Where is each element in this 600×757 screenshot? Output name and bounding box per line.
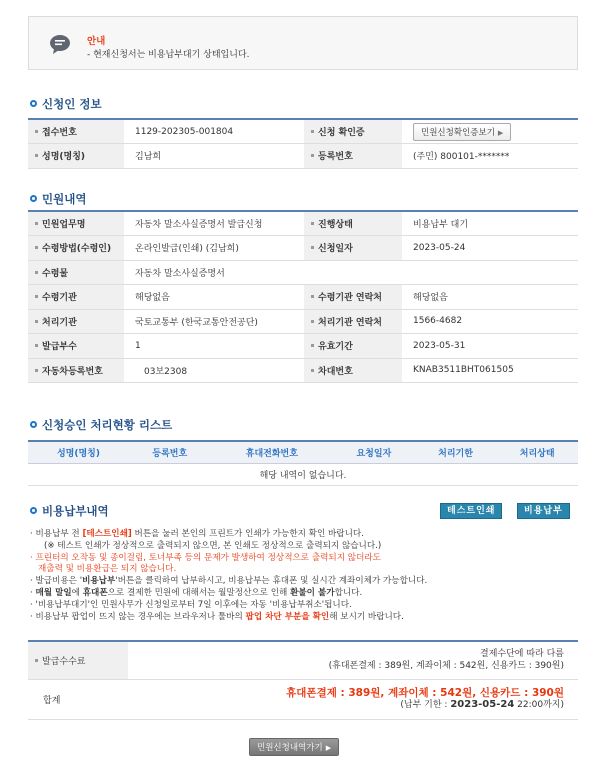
date-value: 2023-05-24	[402, 236, 578, 261]
recv-contact-value: 해당없음	[402, 285, 578, 310]
bullet-circle-icon	[30, 100, 37, 107]
confirm-label: 신청 확인증	[304, 119, 402, 144]
method-value: 온라인발급(인쇄) (김남희)	[124, 236, 304, 261]
total-value: 휴대폰결제 : 389원, 계좌이체 : 542원, 신용카드 : 390원 (납부 기한 : 2023-05-24 22:00까지)	[128, 679, 578, 719]
notice-title: 안내	[87, 36, 106, 47]
section-title-payment: 비용납부내역	[30, 503, 109, 519]
name-value: 김남희	[124, 144, 304, 169]
arrow-right-icon: ▶	[325, 744, 332, 752]
bullet-circle-icon	[30, 507, 37, 514]
arrow-right-icon: ▶	[497, 128, 504, 137]
speech-bubble-icon	[49, 34, 71, 54]
car-reg-value: 03보2308	[124, 358, 304, 383]
name-label: 성명(명칭)	[28, 144, 124, 169]
col-reg: 등록번호	[129, 441, 211, 463]
col-phone: 휴대전화번호	[211, 441, 333, 463]
fee-label: 발급수수료	[28, 641, 128, 679]
reg-label: 등록번호	[304, 144, 402, 169]
recv-org-label: 수령기관	[28, 285, 124, 310]
notice-box	[28, 16, 578, 70]
notice-text: - 현재신청서는 비용납부대기 상태입니다.	[87, 50, 250, 60]
bullet-circle-icon	[30, 195, 37, 202]
section-title-applicant: 신청인 정보	[30, 96, 102, 112]
status-value: 비용납부 대기	[402, 211, 578, 236]
receipt-no-label: 접수번호	[28, 119, 124, 144]
task-value: 자동차 말소사실증명서 발급신청	[124, 211, 304, 236]
task-label: 민원업무명	[28, 211, 124, 236]
fee-value: 결제수단에 따라 다름 (휴대폰결제 : 389원, 계좌이체 : 542원, 신용카드 : 390원)	[128, 641, 578, 679]
vin-label: 차대번호	[304, 358, 402, 383]
copies-value: 1	[124, 334, 304, 359]
date-label: 신청일자	[304, 236, 402, 261]
civil-history-button[interactable]: 민원신청내역가기 ▶	[249, 738, 339, 756]
proc-contact-value: 1566-4682	[402, 309, 578, 334]
test-print-button[interactable]: 테스트인쇄	[440, 503, 502, 519]
col-status: 처리상태	[496, 441, 578, 463]
item-value: 자동차 말소사실증명서	[124, 260, 578, 285]
section-title-approval: 신청승인 처리현황 리스트	[30, 417, 172, 433]
section-title-civil: 민원내역	[30, 191, 86, 207]
recv-contact-label: 수령기관 연락처	[304, 285, 402, 310]
payment-notes: · 비용납부 전 [테스트인쇄] 버튼을 눌러 본인의 프린트가 인쇄가 가능한지 확인 바랍니다. (※ 테스트 인쇄가 정상적으로 출력되지 않으면, 본 인쇄도 정상적으로 출력되지 않습니다.) · 프린터의 오작동 및 종이걸림, 토너부족 등의 문제가 발생하여 정상적으로 출력되지 않더라도 재출력 및 비용환급은 되지 않습니다. · 발급비용은 '비용납부'버튼을 클릭하여 납부하시고, 비용납부는 휴대폰 및 실시간 계좌이체가 가능합니다. · 매월 말일에 휴대폰으로 결제한 민원에 대해서는 월말정산으로 인해 환불이 불가합니다. · '비용납부대기'인 민원사무가 신청일로부터 7일 이후에는 자동 '비용납부취소'됩니다. · 비용납부 팝업이 뜨지 않는 경우에는 브라우저나 툴바의 팝업 차단 부분을 확인해 보시기 바랍니다.	[30, 529, 428, 622]
valid-label: 유효기간	[304, 334, 402, 359]
empty-row: 해당 내역이 없습니다.	[28, 463, 578, 485]
bullet-circle-icon	[30, 421, 37, 428]
copies-label: 발급부수	[28, 334, 124, 359]
status-label: 진행상태	[304, 211, 402, 236]
receipt-no-value: 1129-202305-001804	[124, 119, 304, 144]
car-reg-label: 자동차등록번호	[28, 358, 124, 383]
civil-table	[28, 210, 578, 383]
recv-org-value: 해당없음	[124, 285, 304, 310]
vin-value: KNAB3511BHT061505	[402, 358, 578, 383]
confirm-certificate-button[interactable]: 민원신청확인증보기 ▶	[413, 123, 511, 141]
proc-org-label: 처리기관	[28, 309, 124, 334]
col-name: 성명(명칭)	[28, 441, 129, 463]
applicant-table	[28, 118, 578, 169]
fee-table	[28, 640, 578, 720]
valid-value: 2023-05-31	[402, 334, 578, 359]
method-label: 수령방법(수령인)	[28, 236, 124, 261]
item-label: 수령물	[28, 260, 124, 285]
col-request-date: 요청일자	[333, 441, 415, 463]
proc-contact-label: 처리기관 연락처	[304, 309, 402, 334]
col-deadline: 처리기한	[415, 441, 497, 463]
reg-value: (주민) 800101-*******	[402, 144, 578, 169]
total-label: 합계	[28, 679, 128, 719]
approval-table	[28, 440, 578, 486]
proc-org-value: 국토교통부 (한국교통안전공단)	[124, 309, 304, 334]
pay-button[interactable]: 비용납부	[517, 503, 570, 519]
